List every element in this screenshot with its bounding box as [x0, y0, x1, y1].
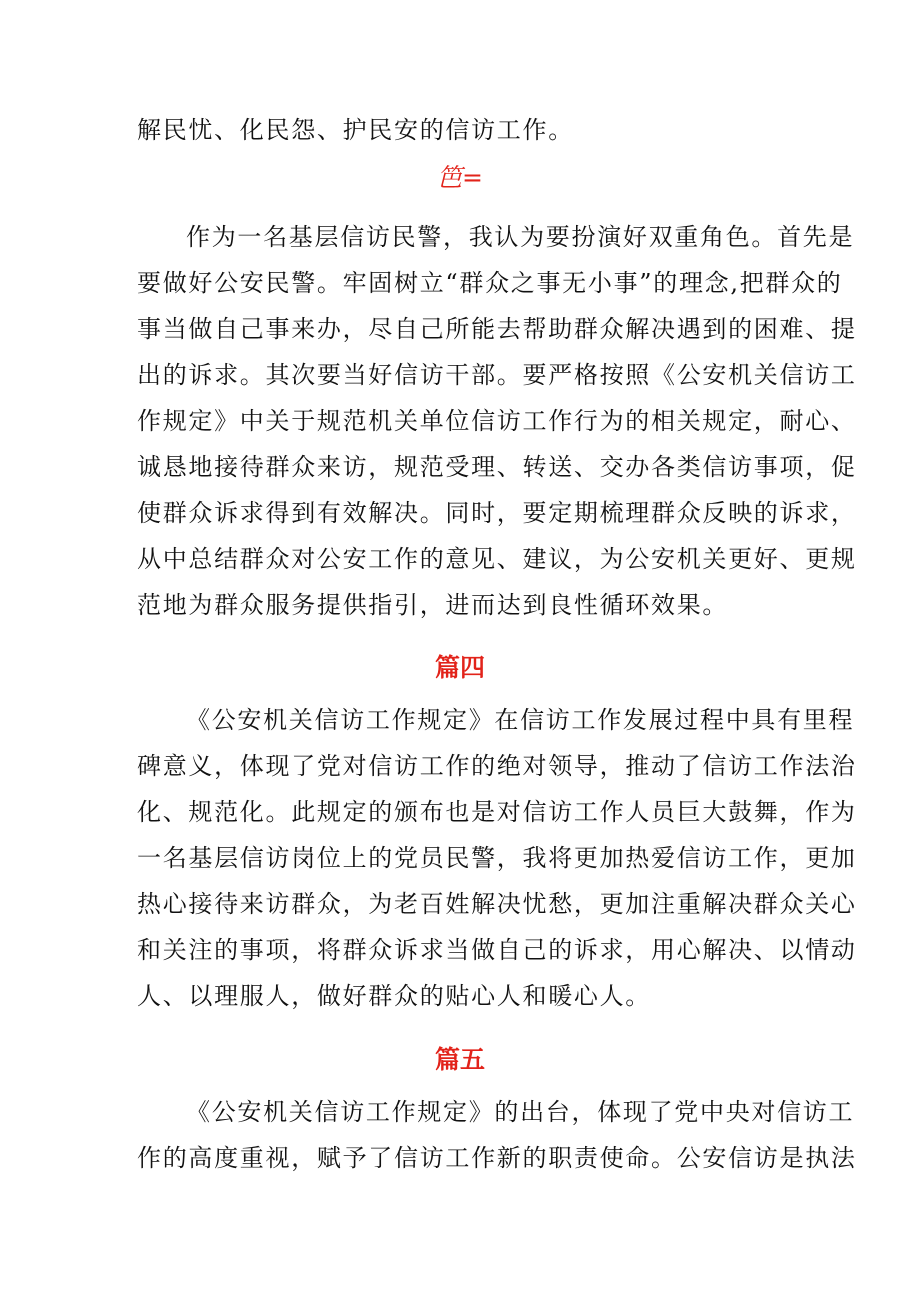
section-3-line: 出的诉求。其次要当好信访干部。要严格按照《公安机关信访工 — [137, 361, 857, 389]
section-heading-3: 笆= — [437, 163, 483, 192]
section-5-line: 《公安机关信访工作规定》的出台，体现了党中央对信访工 — [186, 1098, 855, 1126]
section-3-line: 要做好公安民警。牢固树立“群众之事无小事”的理念,把群众的 — [137, 269, 843, 297]
section-3-line: 范地为群众服务提供指引，进而达到良性循环效果。 — [137, 591, 729, 619]
section-5-line: 作的高度重视，赋予了信访工作新的职责使命。公安信访是执法 — [137, 1144, 857, 1172]
section-4-line: 《公安机关信访工作规定》在信访工作发展过程中具有里程 — [186, 706, 855, 734]
section-3-line: 从中总结群众对公安工作的意见、建议，为公安机关更好、更规 — [137, 545, 857, 573]
intro-line: 解民忧、化民怨、护民安的信访工作。 — [137, 116, 574, 144]
section-3-line: 事当做自己事来办，尽自己所能去帮助群众解决遇到的困难、提 — [137, 315, 857, 343]
section-4-line: 碑意义，体现了党对信访工作的绝对领导，推动了信访工作法治 — [137, 752, 857, 780]
section-4-line: 热心接待来访群众，为老百姓解决忧愁，更加注重解决群众关心 — [137, 890, 857, 918]
section-4-line: 人、以理服人，做好群众的贴心人和暖心人。 — [137, 982, 651, 1010]
section-3-line: 作规定》中关于规范机关单位信访工作行为的相关规定，耐心、 — [137, 407, 857, 435]
section-3-line: 作为一名基层信访民警，我认为要扮演好双重角色。首先是 — [186, 223, 855, 251]
section-heading-4: 篇四 — [434, 653, 485, 682]
section-heading-5: 篇五 — [434, 1045, 485, 1074]
section-4-line: 一名基层信访岗位上的党员民警，我将更加热爱信访工作，更加 — [137, 844, 857, 872]
section-3-line: 诚恳地接待群众来访，规范受理、转送、交办各类信访事项，促 — [137, 453, 857, 481]
section-4-line: 和关注的事项，将群众诉求当做自己的诉求，用心解决、以情动 — [137, 936, 857, 964]
section-3-line: 使群众诉求得到有效解决。同时，要定期梳理群众反映的诉求， — [137, 499, 857, 527]
section-4-line: 化、规范化。此规定的颁布也是对信访工作人员巨大鼓舞，作为 — [137, 798, 857, 826]
